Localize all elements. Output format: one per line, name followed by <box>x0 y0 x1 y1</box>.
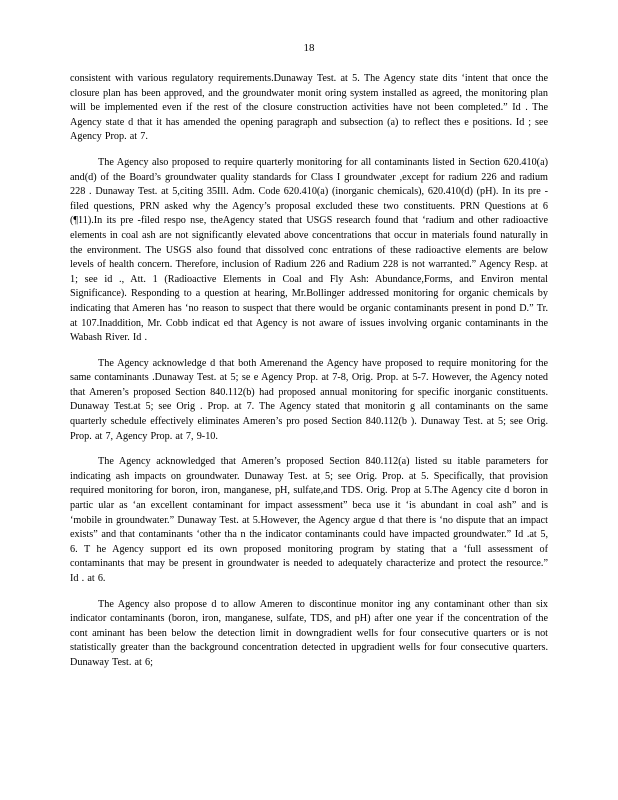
document-body <box>70 72 548 671</box>
paragraph: The Agency acknowledged that Ameren’s proposed Section 840.112(a) listed su itable parameters for indicating ash impacts on groundwater. Dunaway Test. at 5; see Orig. Prop. at 5. Specifically, that provision required monitoring for boron, iron, manganese, pH, sulfate,and TDS. Orig. Prop at 5.The Agency cite d boron in partic ular as ‘an excellent contaminant for impact assessment” beca use it ‘is abundant in coal ash” and is ‘mobile in groundwater.” Dunaway Test. at 5.However, the Agency argue d that there is ‘no dispute that an impact exists” and that contaminants ‘other tha n the indicator contaminants could have impacted groundwater.” Id .at 5, 6. T he Agency support ed its own proposed monitoring program by stating that a ‘full assessment of contaminants that may be present in groundwater is needed to adequately characterize and protect the resource.” Id . at 6. <box>70 456 548 584</box>
paragraph: consistent with various regulatory requirements.Dunaway Test. at 5. The Agency state dits ‘intent that once the closure plan has been approved, and the groundwater monit oring system installed as agreed, the monitoring plan will be implemented even if the rest of the closure construction activities have not been completed.” Id . The Agency state d that it has amended the opening paragraph and subsection (a) to reflect thes e positions. Id ; see Agency Prop. at 7. <box>70 73 548 143</box>
paragraph: The Agency also propose d to allow Ameren to discontinue monitor ing any contaminant other than six indicator contaminants (boron, iron, manganese, sulfate, TDS, and pH) after one year if the concentration of the cont aminant has been below the detection limit in downgradient wells for four consecutive quarters or is not statistically greater than the background concentration detected in upgradient wells for four consecutive quarters. Dunaway Test. at 6; <box>70 598 548 668</box>
paragraph: The Agency acknowledge d that both Amerenand the Agency have proposed to require monitoring for the same contaminants .Dunaway Test. at 5; se e Agency Prop. at 7-8, Orig. Prop. at 5-7. However, the Agency noted that Ameren’s proposed Section 840.112(b) had proposed annual monitoring for specific inorganic constituents. Dunaway Test.at 5; see Orig . Prop. at 7. The Agency stated that monitorin g all contaminants on the same quarterly schedule effectively eliminates Ameren’s pro posed Section 840.112(b ). Dunaway Test. at 5; see Orig. Prop. at 7, Agency Prop. at 7, 9-10. <box>70 357 548 442</box>
paragraph: The Agency also proposed to require quarterly monitoring for all contaminants listed in Section 620.410(a) and(d) of the Board’s groundwater quality standards for Class I groundwater ,except for radium 226 and radium 228 . Dunaway Test. at 5,citing 35Ill. Adm. Code 620.410(a) (inorganic chemicals), 620.410(d) (pH). In its pre -filed questions, PRN asked why the Agency’s proposal excluded these two constituents. PRN Questions at 6 (¶11).In its pre -filed respo nse, theAgency stated that USGS research found that ‘radium and other radioactive elements in coal ash are not significantly elevated above concentrations that occur in materials found naturally in the environment. The USGS also found that dissolved conc entrations of these radioactive elements are below levels of health concern. Therefore, inclusion of Radium 226 and Radium 228 is not warranted.” Agency Resp. at 1; see id ., Att. 1 (Radioactive Elements in Coal and Fly Ash: Abundance,Forms, and Environ mental Significance). Responding to a question at hearing, Mr.Bollinger addressed monitoring for organic chemicals by indicating that Ameren has ‘no reason to suspect that there would be organic contaminants present in pond D.” Tr. at 107.Inaddition, Mr. Cobb indicat ed that Agency is not aware of issues involving organic contaminants in the Wabash River. Id . <box>70 156 548 344</box>
page-number: 18 <box>303 42 315 54</box>
